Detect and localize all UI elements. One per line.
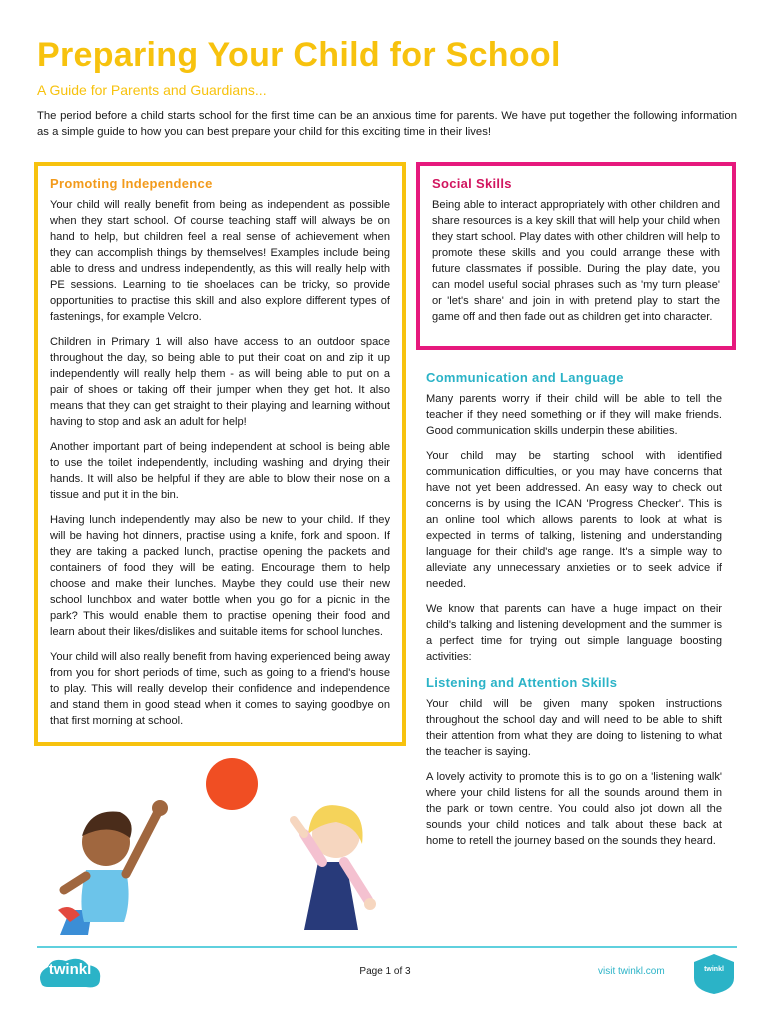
page-subtitle: A Guide for Parents and Guardians... xyxy=(37,82,267,98)
independence-heading: Promoting Independence xyxy=(50,176,213,191)
quality-badge xyxy=(690,952,738,996)
listening-paragraph: A lovely activity to promote this is to go on a 'listening walk' where your child listens for all the sounds around them in the park or town centre. You could also jot down all the sounds your child notices and talk about these back at home to retell the journey based on the sounds they heard. xyxy=(426,771,722,847)
independence-paragraph: Children in Primary 1 will also have access to an outdoor space throughout the day, so being able to put their coat on and zip it up independently will really help them - as will being able to put on a pair of shoes or taking off their jumper when they get hot. It also means that they can get straight to their playing and learning without having to stop and ask an adult for help! xyxy=(50,336,390,428)
visit-link[interactable]: visit twinkl.com xyxy=(598,966,665,977)
intro-paragraph: The period before a child starts school for the first time can be an anxious time for parents. We have put together the following information as a simple guide to how you can best prepare your child for this exciting time in their lives! xyxy=(37,110,737,138)
social-skills-heading: Social Skills xyxy=(432,176,512,191)
badge-text: twinkl xyxy=(704,966,724,973)
communication-paragraph: We know that parents can have a huge impact on their child's talking and listening development and the summer is a perfect time for trying out simple language boosting activities: xyxy=(426,603,722,663)
twinkl-logo[interactable] xyxy=(36,955,104,991)
social-skills-box xyxy=(416,162,736,350)
independence-paragraph: Having lunch independently may also be new to your child. If they will be having hot dinners, practise using a knife, fork and spoon. If they are taking a packed lunch, practise opening the packets and containers of food they will be eating. Encourage them to help choose and make their lunches. Maybe they could use their new school lunchbox and water bottle when you go for a picnic in the park? This would enable them to practise opening their food and learn about their likes/dislikes and suitable items for school lunches. xyxy=(50,514,390,638)
independence-paragraph: Your child will really benefit from being as independent as possible when they start school. Of course teaching staff will always be on hand to help, but children feel a real sense of achievement when they can accomplish things by themselves! Examples include being able to dress and undress independently, as this will really help with PE sessions. Learning to tie shoelaces can be tricky, so provide opportunities to practise this skill and also explore different types of fastenings, for example Velcro. xyxy=(50,199,390,323)
girl-figure-icon xyxy=(294,805,376,930)
footer-divider xyxy=(37,946,737,948)
boy-figure-icon xyxy=(58,800,168,935)
page-number: Page 1 of 3 xyxy=(359,966,411,977)
independence-paragraph: Another important part of being independent at school is being able to use the toilet independently, including washing and drying their hands. It will also be helpful if they are able to blow their nose on a tissue and put it in the bin. xyxy=(50,441,390,501)
badge-shape-icon xyxy=(690,952,738,996)
page-title: Preparing Your Child for School xyxy=(37,36,561,74)
right-column xyxy=(426,370,722,859)
independence-box xyxy=(34,162,406,746)
ball-icon xyxy=(206,758,258,810)
independence-paragraph: Your child will also really benefit from having experienced being away from you for short periods of time, such as going to a friend's house to play. This will really develop their confidence and independence and stand them in good stead when it comes to saying goodbye on that first morning at school. xyxy=(50,651,390,727)
children-playing-illustration xyxy=(40,750,410,940)
listening-section xyxy=(426,675,722,849)
communication-paragraph: Your child may be starting school with identified communication difficulties, or you may have concerns that have not yet been addressed. An easy way to check out concerns is by using the ICAN 'Progress Checker'. This is an online tool which allows parents to look at what is expected in terms of talking, listening and understanding language for their child's age range. It's a simple way to alleviate any unnecessary anxieties or to seek advice if needed. xyxy=(426,450,722,590)
communication-section xyxy=(426,370,722,665)
listening-paragraph: Your child will be given many spoken instructions throughout the school day and will need to be able to shift their attention from what they are doing to listening to what the teacher is saying. xyxy=(426,698,722,758)
logo-text: twinkl xyxy=(48,961,92,978)
communication-heading: Communication and Language xyxy=(426,370,624,385)
communication-paragraph: Many parents worry if their child will be able to tell the teacher if they need something or if they will make friends. Good communication skills underpin these abilities. xyxy=(426,393,722,437)
listening-heading: Listening and Attention Skills xyxy=(426,675,618,690)
social-skills-paragraph: Being able to interact appropriately with other children and share resources is a key skill that will help your child when they start school. Play dates with other children will help to promote these skills and you could arrange these with future classmates if possible. During the play date, you can model useful social phrases such as 'my turn please' or 'let's share' and join in with pretend play to start the game off and then fade out as children get into character. xyxy=(432,199,720,323)
